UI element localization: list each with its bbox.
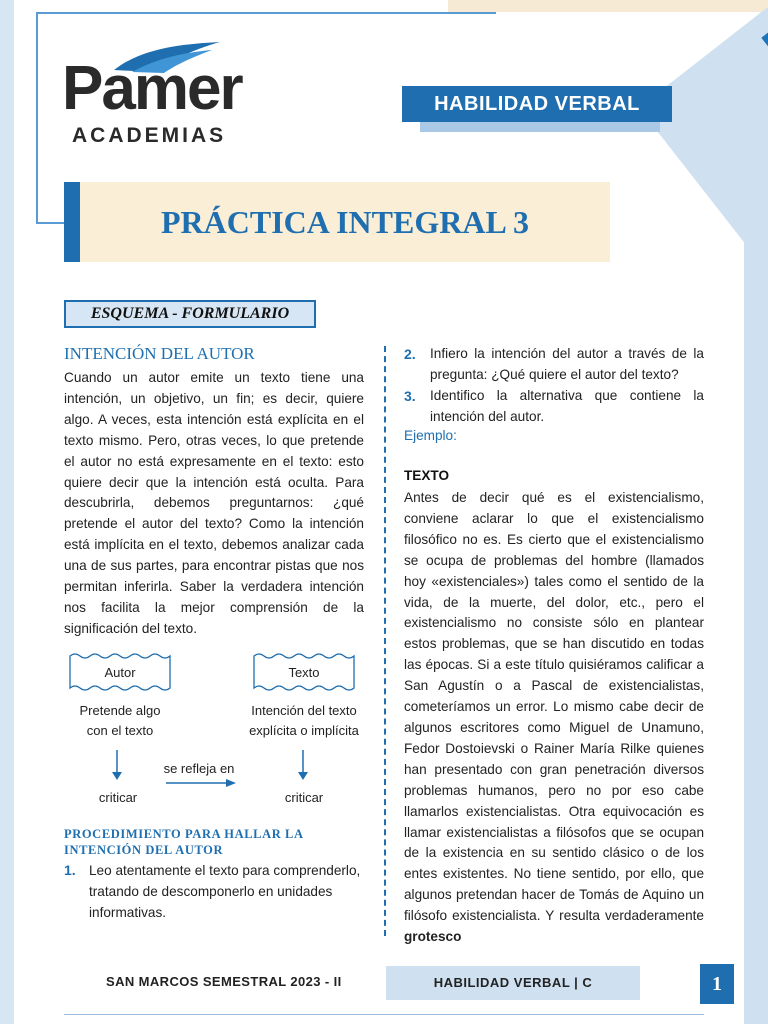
text-heading: TEXTO: [404, 468, 450, 483]
diagram-box-texto-label: Texto: [288, 665, 320, 680]
subject-badge-shadow: [420, 122, 660, 132]
brand-subtitle: ACADEMIAS: [72, 124, 227, 147]
procedure-number: 3.: [404, 388, 416, 404]
arrow-right-icon: [166, 778, 236, 788]
diagram-connector-label: se refleja en: [163, 761, 235, 776]
procedure-step: Infiero la intención del autor a través de la pregunta: ¿Qué quiere el autor del texto?: [430, 346, 704, 382]
diagram-box-autor-label: Autor: [104, 665, 136, 680]
diagram-right-line1: Intención del texto: [251, 703, 357, 718]
arrow-down-icon: [297, 750, 309, 780]
arrow-down-icon: [111, 750, 123, 780]
procedure-number: 2.: [404, 346, 416, 362]
diagram-left-line2: con el texto: [86, 723, 154, 738]
subject-badge: HABILIDAD VERBAL: [434, 93, 640, 115]
procedure-step: Identifico la alternativa que contiene la intención del autor.: [430, 388, 704, 424]
page-title: PRÁCTICA INTEGRAL 3: [160, 204, 530, 240]
diagram-right-line2: explícita o implícita: [249, 723, 359, 738]
brand-logo: Pamer: [62, 54, 242, 123]
frame-line: [36, 12, 38, 222]
frame-line: [36, 12, 496, 14]
page-number: 1: [712, 973, 722, 995]
example-label: Ejemplo:: [404, 428, 457, 443]
diagram-left-line1: Pretende algo: [79, 703, 161, 718]
procedure-heading: PROCEDIMIENTO PARA HALLAR LA INTENCIÓN DEL AUTOR: [64, 827, 303, 857]
top-right-cream-band: [448, 0, 768, 12]
section-heading: INTENCIÓN DEL AUTOR: [64, 344, 255, 363]
right-decorative-strip: [744, 220, 768, 1024]
footer-course: SAN MARCOS SEMESTRAL 2023 - II: [106, 974, 342, 989]
frame-line: [36, 222, 66, 224]
text-body-content: Antes de decir qué es el existencialismo, conviene aclarar lo que el existencialismo filosófico no es. Es cierto que el existencialismo se ocupa de problemas del hombre (llamados hoy «existenciales») tales como el sentido de la vida, de la muerte, del dolor, etc., pero el existencialismo no consiste sólo en plantear estos problemas, que se han discutido en todas las épocas. Si a este título quisiéramos calificar a San Agustín o a Pascal de existencialistas, cometeríamos un error. Lo mismo cabe decir de algunos escritores como Miguel de Unamuno, Fedor Dostoievski o Rainer María Rilke quienes han presentado con gran penetración diversos problemas humanos, pero no por eso cabe llamarlos existencialistas. Otra equivocación es llamar existencialistas a filósofos que se ocupan de la existencia en su sentido clásico o de los entes existentes. No tiene sentido, por ello, que algunos pretendan hacer de Tomás de Aquino un filósofo existencialista. Y resulta verdaderamente: [404, 490, 704, 924]
left-decorative-strip: [0, 0, 14, 1024]
text-body: [404, 488, 704, 948]
footer-rule: [64, 1014, 704, 1015]
procedure-step: Leo atentamente el texto para comprenderlo, tratando de descomponerlo en unidades informativas.: [89, 863, 361, 920]
diagram-right-bottom: criticar: [284, 790, 324, 805]
diagram-left-bottom: criticar: [98, 790, 138, 805]
column-divider: [384, 346, 386, 936]
procedure-number: 1.: [64, 862, 76, 878]
title-accent-bar: [64, 182, 80, 262]
footer-subject: HABILIDAD VERBAL | C: [433, 975, 593, 990]
intro-paragraph: Cuando un autor emite un texto tiene una intención, un objetivo, un fin; es decir, quiere algo. A veces, esta intención está explícita en el texto mismo. Pero, otras veces, lo que pretende el autor no está expresamente en el texto: esto quiere decir que la intención está oculta. Para descubrirla, debemos preguntarnos: ¿qué pretende el autor del texto? Como la intención está implícita en el texto, debemos analizar cada una de sus partes, para encontrar pistas que nos permitan inferirla. Saber la verdadera intención nos facilita la mejor comprensión de la significación del texto.: [64, 370, 364, 636]
text-body-bold: grotesco: [404, 929, 462, 945]
schema-label: ESQUEMA - FORMULARIO: [90, 305, 290, 322]
